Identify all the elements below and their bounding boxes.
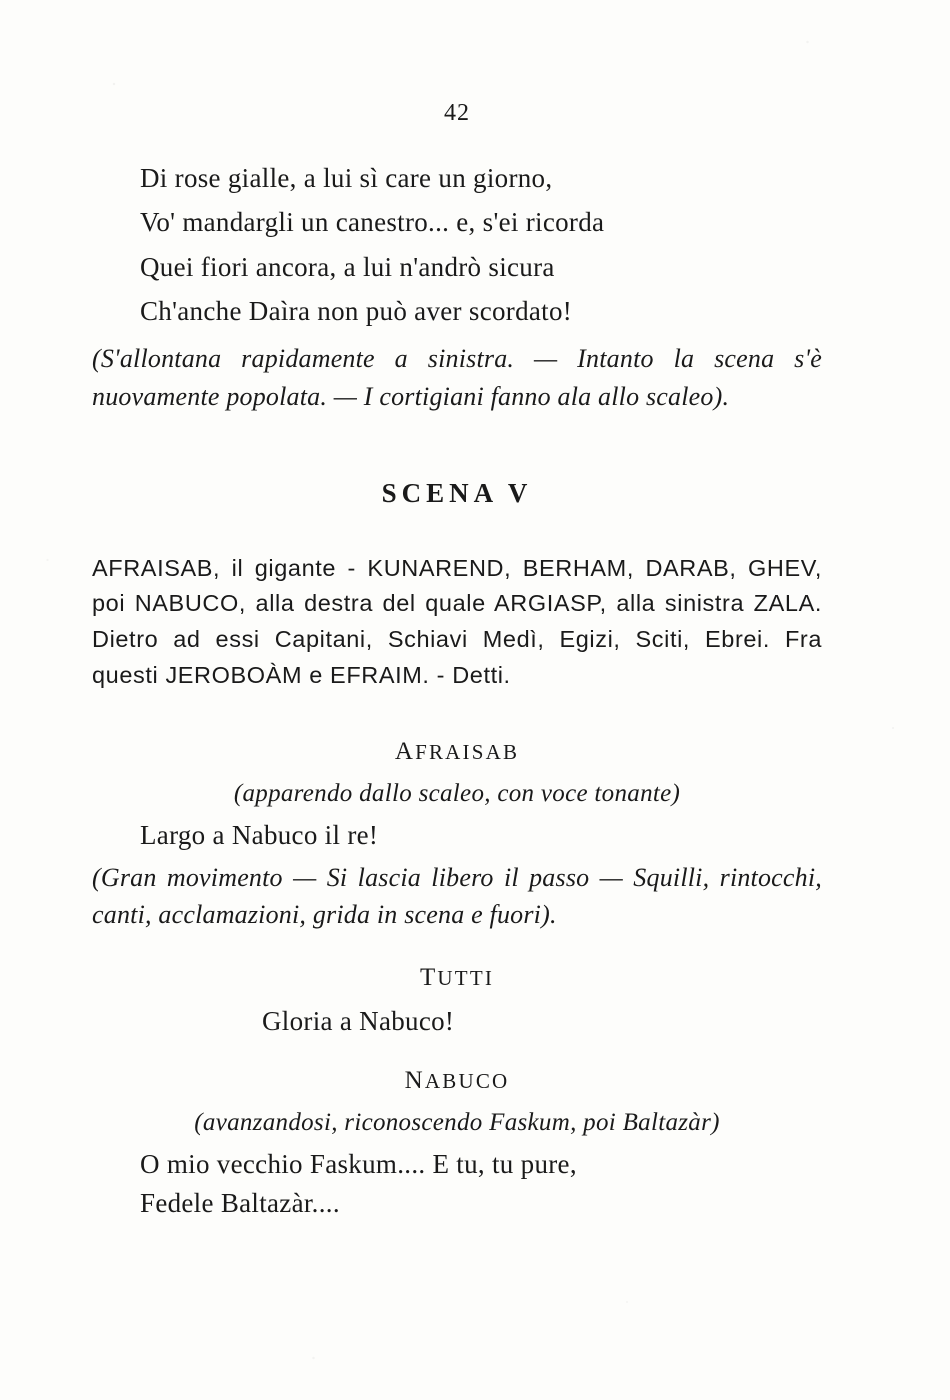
speech-line: Fedele Baltazàr.... [140, 1187, 340, 1218]
verse-line: Quei fiori ancora, a lui n'andrò sicura [140, 251, 555, 282]
verse-line: Vo' mandargli un canestro... e, s'ei ricorda [140, 207, 605, 238]
verse-line: Di rose gialle, a lui sì care un giorno, [140, 163, 553, 193]
speech-line: O mio vecchio Faskum.... E tu, tu pure, [140, 1148, 577, 1179]
stage-direction: (S'allontana rapidamente a sinistra. — Intanto la scena s'è nuovamente popolata. — I cortigiani fanno ala allo scaleo). [92, 344, 822, 411]
stage-direction: (Gran movimento — Si lascia libero il passo — Squilli, rintocchi, canti, acclamazioni, grida in scena e fuori). [92, 862, 822, 930]
speech-direction: (avanzandosi, riconoscendo Faskum, poi Baltazàr) [194, 1108, 720, 1136]
speech-line: Largo a Nabuco il re! [140, 819, 379, 850]
page-content [92, 100, 822, 1227]
page-number: 42 [444, 100, 470, 126]
speech-direction: (apparendo dallo scaleo, con voce tonante) [233, 779, 681, 807]
speaker-name-afraisab: AFRAISAB [394, 737, 520, 765]
scene-heading: SCENA V [381, 477, 533, 508]
verse-block [92, 159, 822, 330]
verse-line: Ch'anche Daìra non può aver scordato! [140, 295, 573, 326]
speaker-name-nabuco: NABUCO [404, 1066, 510, 1094]
cast-list: AFRAISAB, il gigante - KUNAREND, BERHAM, DARAB, GHEV, poi NABUCO, alla destra del quale ARGIASP, alla sinistra ZALA. Dietro ad essi Capitani, Schiavi Medì, Egizi, Sciti, Ebrei. Fra questi JEROBOÀM e EFRAIM. - Detti. [92, 554, 822, 688]
speech-line: Gloria a Nabuco! [262, 1005, 455, 1036]
speaker-name-tutti: TUTTI [419, 963, 495, 991]
